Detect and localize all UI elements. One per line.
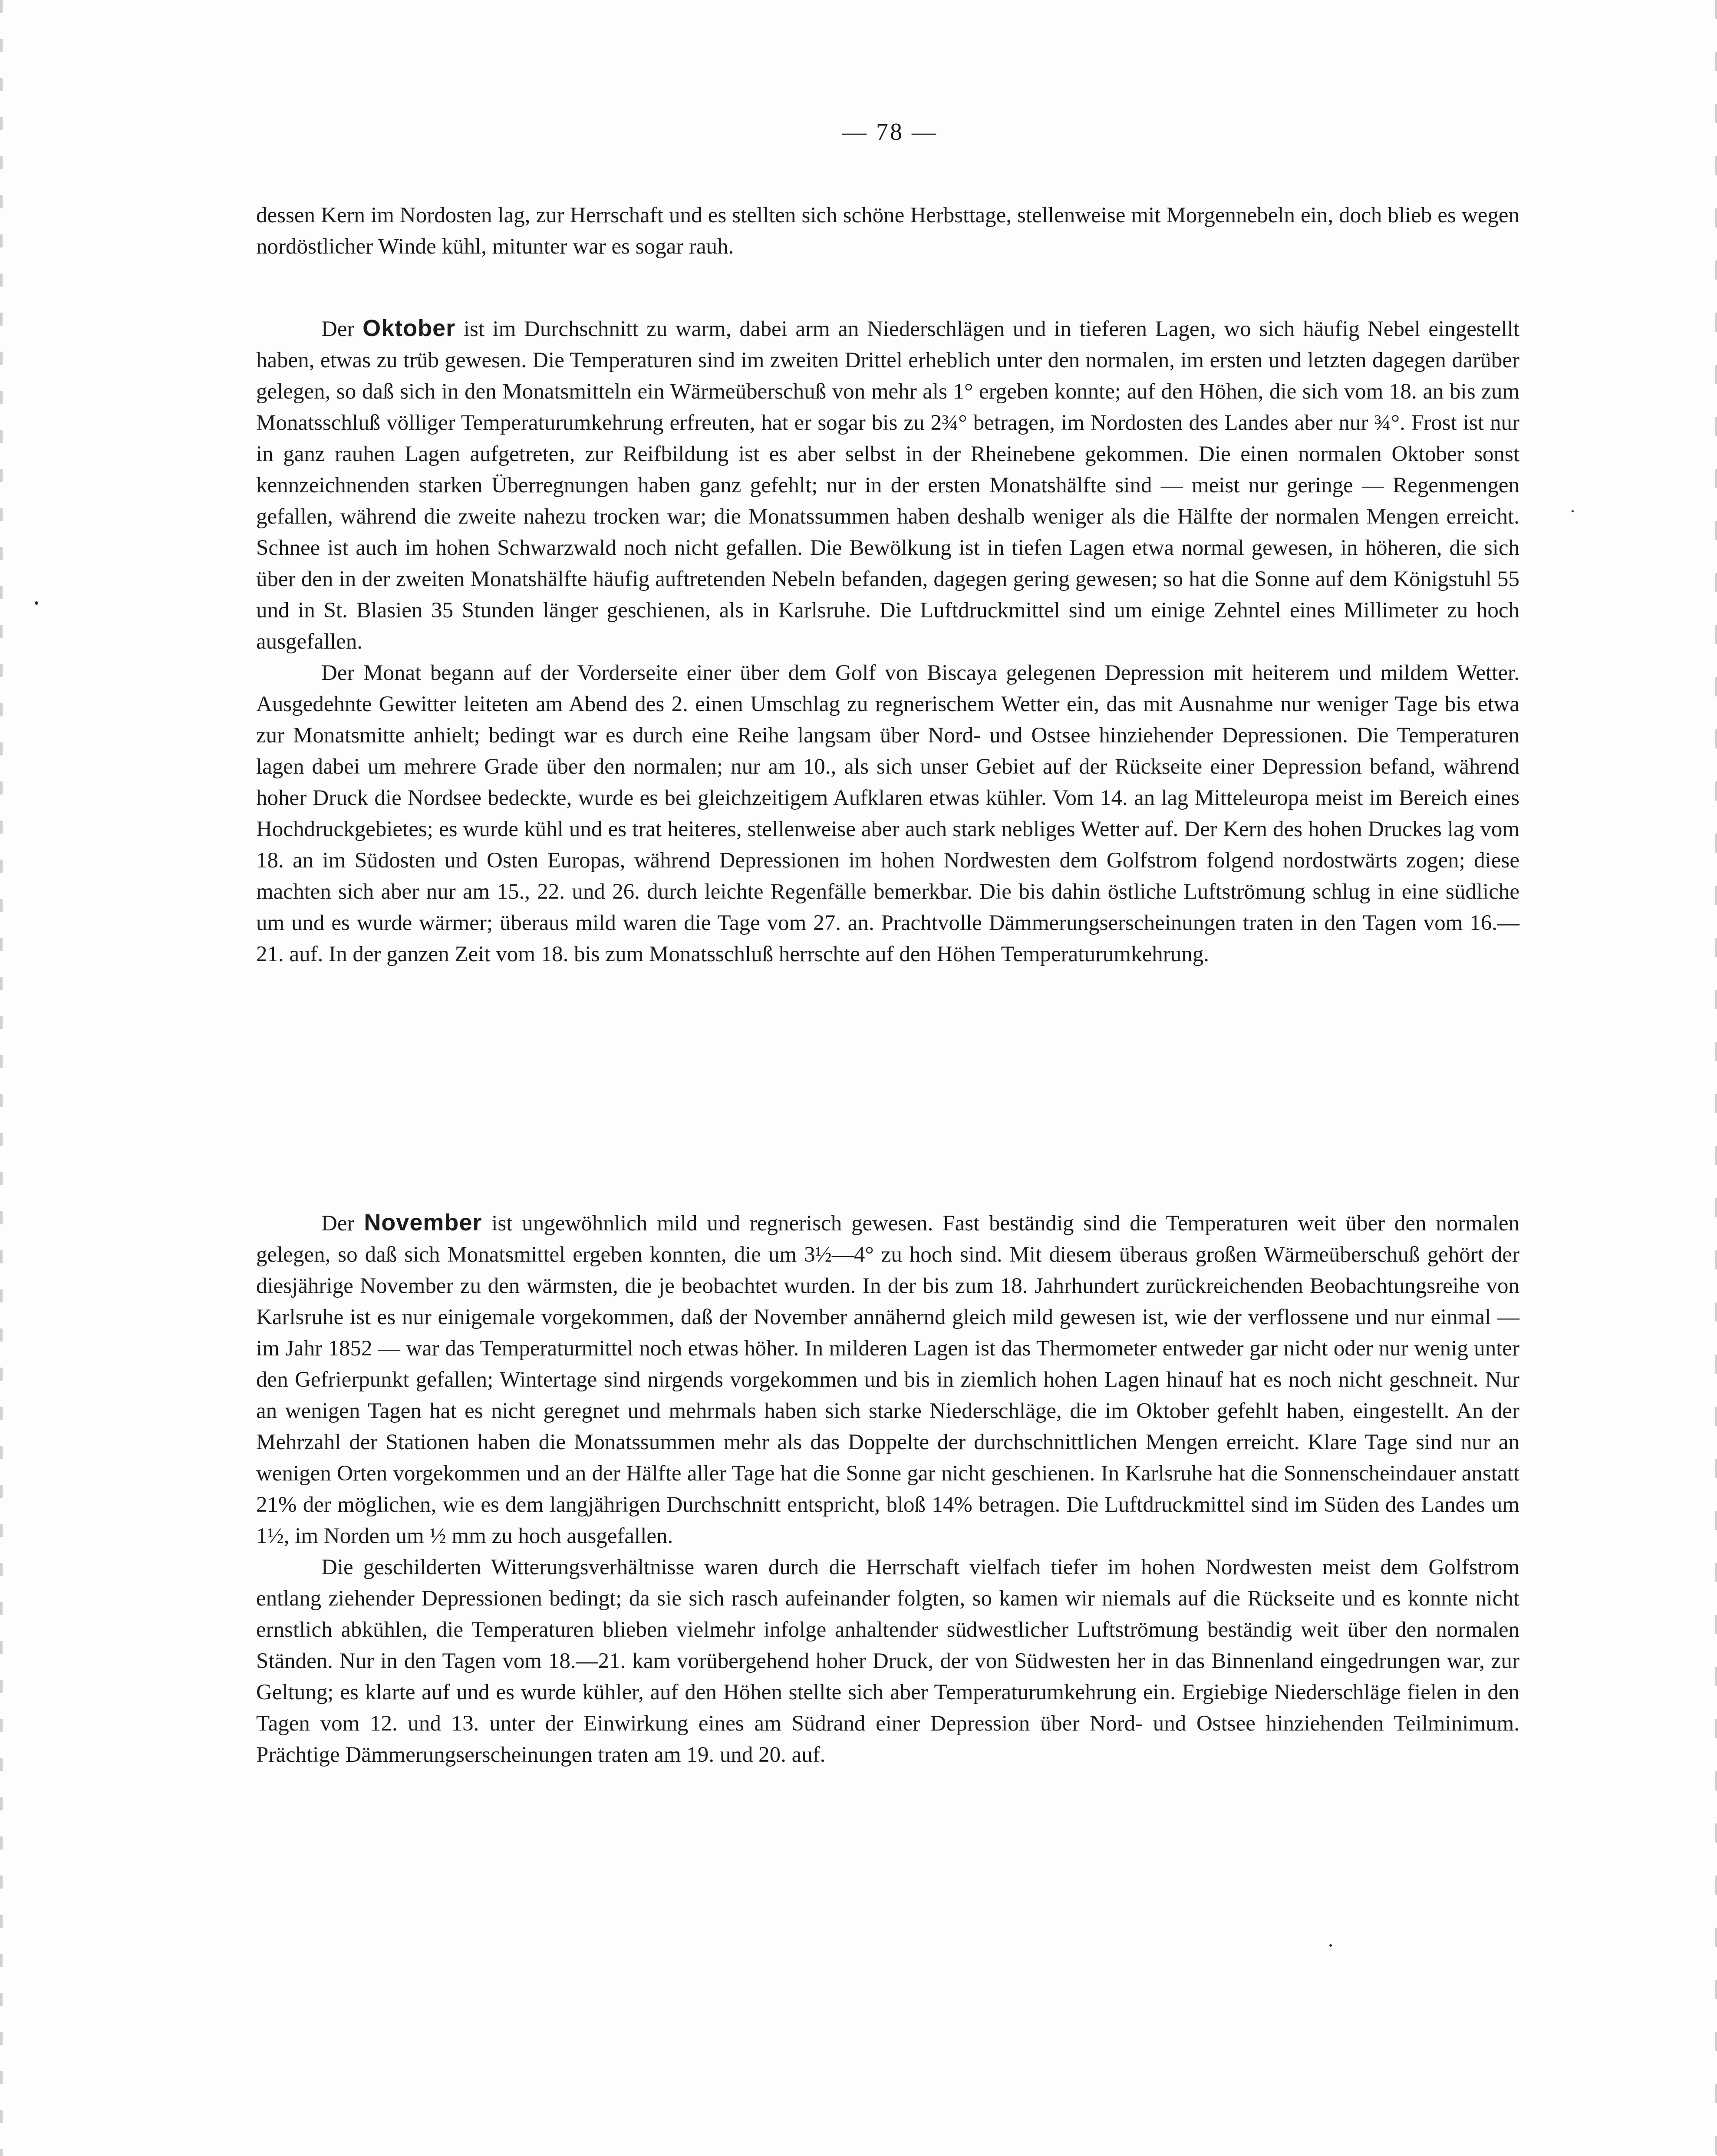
scan-speck <box>1572 510 1574 512</box>
oktober-heading: Oktober <box>363 315 456 341</box>
oktober-paragraph-1-text: ist im Durchschnitt zu warm, dabei arm an Niederschlägen und in tieferen Lagen, wo sich häufig Nebel eingestellt haben, etwas zu trüb gewesen. Die Temperaturen sind im zweiten Drittel erheblich unter den normalen, im ersten und letzten dagegen darüber gelegen, so daß sich in den Monatsmitteln ein Wärmeüberschuß von mehr als 1° ergeben konnte; auf den Höhen, die sich vom 18. an bis zum Monatsschluß völliger Temperaturumkehrung erfreuten, hat er sogar bis zu 2¾° betragen, im Nordosten des Landes aber nur ¾°. Frost ist nur in ganz rauhen Lagen aufgetreten, zur Reifbildung ist es aber selbst in der Rheinebene gekommen. Die einen normalen Oktober sonst kennzeichnenden starken Überregnungen haben ganz gefehlt; nur in der ersten Monatshälfte sind — meist nur geringe — Regenmengen gefallen, während die zweite nahezu trocken war; die Monatssummen haben deshalb weniger als die Hälfte der normalen Mengen erreicht. Schnee ist auch im hohen Schwarzwald noch nicht gefallen. Die Bewölkung ist in tiefen Lagen etwa normal gewesen, in höheren, die sich über den in der zweiten Monatshälfte häufig auftretenden Nebeln befanden, dagegen gering gewesen; so hat die Sonne auf dem Königstuhl 55 und in St. Blasien 35 Stunden länger geschienen, als in Karlsruhe. Die Luftdruckmittel sind um einige Zehntel eines Millimeter zu hoch ausgefallen. <box>256 317 1520 654</box>
november-paragraph-2: Die geschilderten Witterungsverhältnisse waren durch die Herrschaft vielfach tiefer im hohen Nordwesten meist dem Golfstrom entlang ziehender Depressionen bedingt; da sie sich rasch aufeinander folgten, so kamen wir niemals auf die Rückseite und es konnte nicht ernstlich abkühlen, die Temperaturen blieben vielmehr infolge anhaltender südwestlicher Luftströmung beständig weit über den normalen Ständen. Nur in den Tagen vom 18.—21. kam vorübergehend hoher Druck, der von Südwesten her in das Binnenland eingedrungen war, zur Geltung; es klarte auf und es wurde kühler, auf den Höhen stellte sich aber Temperaturumkehrung ein. Ergiebige Niederschläge fielen in den Tagen vom 12. und 13. unter der Einwirkung eines am Südrand einer Depression über Nord- und Ostsee hinziehenden Teilminimum. Prächtige Dämmerungserscheinungen traten am 19. und 20. auf. <box>256 1555 1519 1767</box>
oktober-section <box>256 313 1519 970</box>
scan-speck <box>35 601 38 605</box>
november-section <box>256 1207 1519 1770</box>
intro-section <box>256 200 1519 262</box>
oktober-paragraph-2: Der Monat begann auf der Vorderseite einer über dem Golf von Biscaya gelegenen Depression mit heiterem und mildem Wetter. Ausgedehnte Gewitter leiteten am Abend des 2. einen Umschlag zu regnerischem Wetter ein, das mit Ausnahme nur weniger Tage bis etwa zur Monatsmitte anhielt; bedingt war es durch eine Reihe langsam über Nord- und Ostsee hinziehender Depressionen. Die Temperaturen lagen dabei um mehrere Grade über den normalen; nur am 10., als sich unser Gebiet auf der Rückseite einer Depression befand, während hoher Druck die Nordsee bedeckte, wurde es bei gleichzeitigem Aufklaren etwas kühler. Vom 14. an lag Mitteleuropa meist im Bereich eines Hochdruckgebietes; es wurde kühl und es trat heiteres, stellenweise aber auch stark nebliges Wetter auf. Der Kern des hohen Druckes lag vom 18. an im Südosten und Osten Europas, während Depressionen im hohen Nordwesten dem Golfstrom folgend nordostwärts zogen; diese machten sich aber nur am 15., 22. und 26. durch leichte Regenfälle bemerkbar. Die bis dahin östliche Luftströmung schlug in eine südliche um und es wurde wärmer; überaus mild waren die Tage vom 27. an. Prachtvolle Dämmerungserscheinungen traten in den Tagen vom 16.—21. auf. In der ganzen Zeit vom 18. bis zum Monatsschluß herrschte auf den Höhen Temperaturumkehrung. <box>256 661 1519 966</box>
november-lead: Der <box>321 1211 355 1236</box>
scan-speck <box>1329 1944 1332 1947</box>
november-heading: November <box>364 1210 482 1236</box>
oktober-lead: Der <box>321 317 355 341</box>
november-paragraph-1 <box>256 1207 1519 1552</box>
scan-edge-left <box>0 0 3 2156</box>
intro-paragraph: dessen Kern im Nordosten lag, zur Herrschaft und es stellten sich schöne Herbsttage, stellenweise mit Morgennebeln ein, doch blieb es wegen nordöstlicher Winde kühl, mitunter war es sogar rauh. <box>256 203 1519 259</box>
oktober-paragraph-1 <box>256 313 1519 657</box>
november-paragraph-1-text: ist ungewöhnlich mild und regnerisch gewesen. Fast beständig sind die Temperaturen weit über den normalen gelegen, so daß sich Monatsmittel ergeben konnten, die um 3½—4° zu hoch sind. Mit diesem überaus großen Wärmeüberschuß gehört der diesjährige November zu den wärmsten, die je beobachtet wurden. In der bis zum 18. Jahrhundert zurückreichenden Beobachtungsreihe von Karlsruhe ist es nur einigemale vorgekommen, daß der November annähernd gleich mild gewesen ist, wie der verflossene und nur einmal — im Jahr 1852 — war das Temperaturmittel noch etwas höher. In milderen Lagen ist das Thermometer entweder gar nicht oder nur wenig unter den Gefrierpunkt gefallen; Wintertage sind nirgends vorgekommen und bis in ziemlich hohen Lagen hinauf hat es noch nicht geschneit. Nur an wenigen Tagen hat es nicht geregnet und mehrmals haben sich starke Niederschläge, die im Oktober gefehlt haben, eingestellt. An der Mehrzahl der Stationen haben die Monatssummen mehr als das Doppelte der durchschnittlichen Mengen erreicht. Klare Tage sind nur an wenigen Orten vorgekommen und an der Hälfte aller Tage hat die Sonne gar nicht geschienen. In Karlsruhe hat die Sonnenscheindauer anstatt 21% der möglichen, wie es dem langjährigen Durchschnitt entspricht, bloß 14% betragen. Die Luftdruckmittel sind im Süden des Landes um 1½, im Norden um ½ mm zu hoch ausgefallen. <box>256 1211 1520 1548</box>
page-number: — 78 — <box>842 119 938 145</box>
scan-edge-right <box>1715 0 1717 2156</box>
